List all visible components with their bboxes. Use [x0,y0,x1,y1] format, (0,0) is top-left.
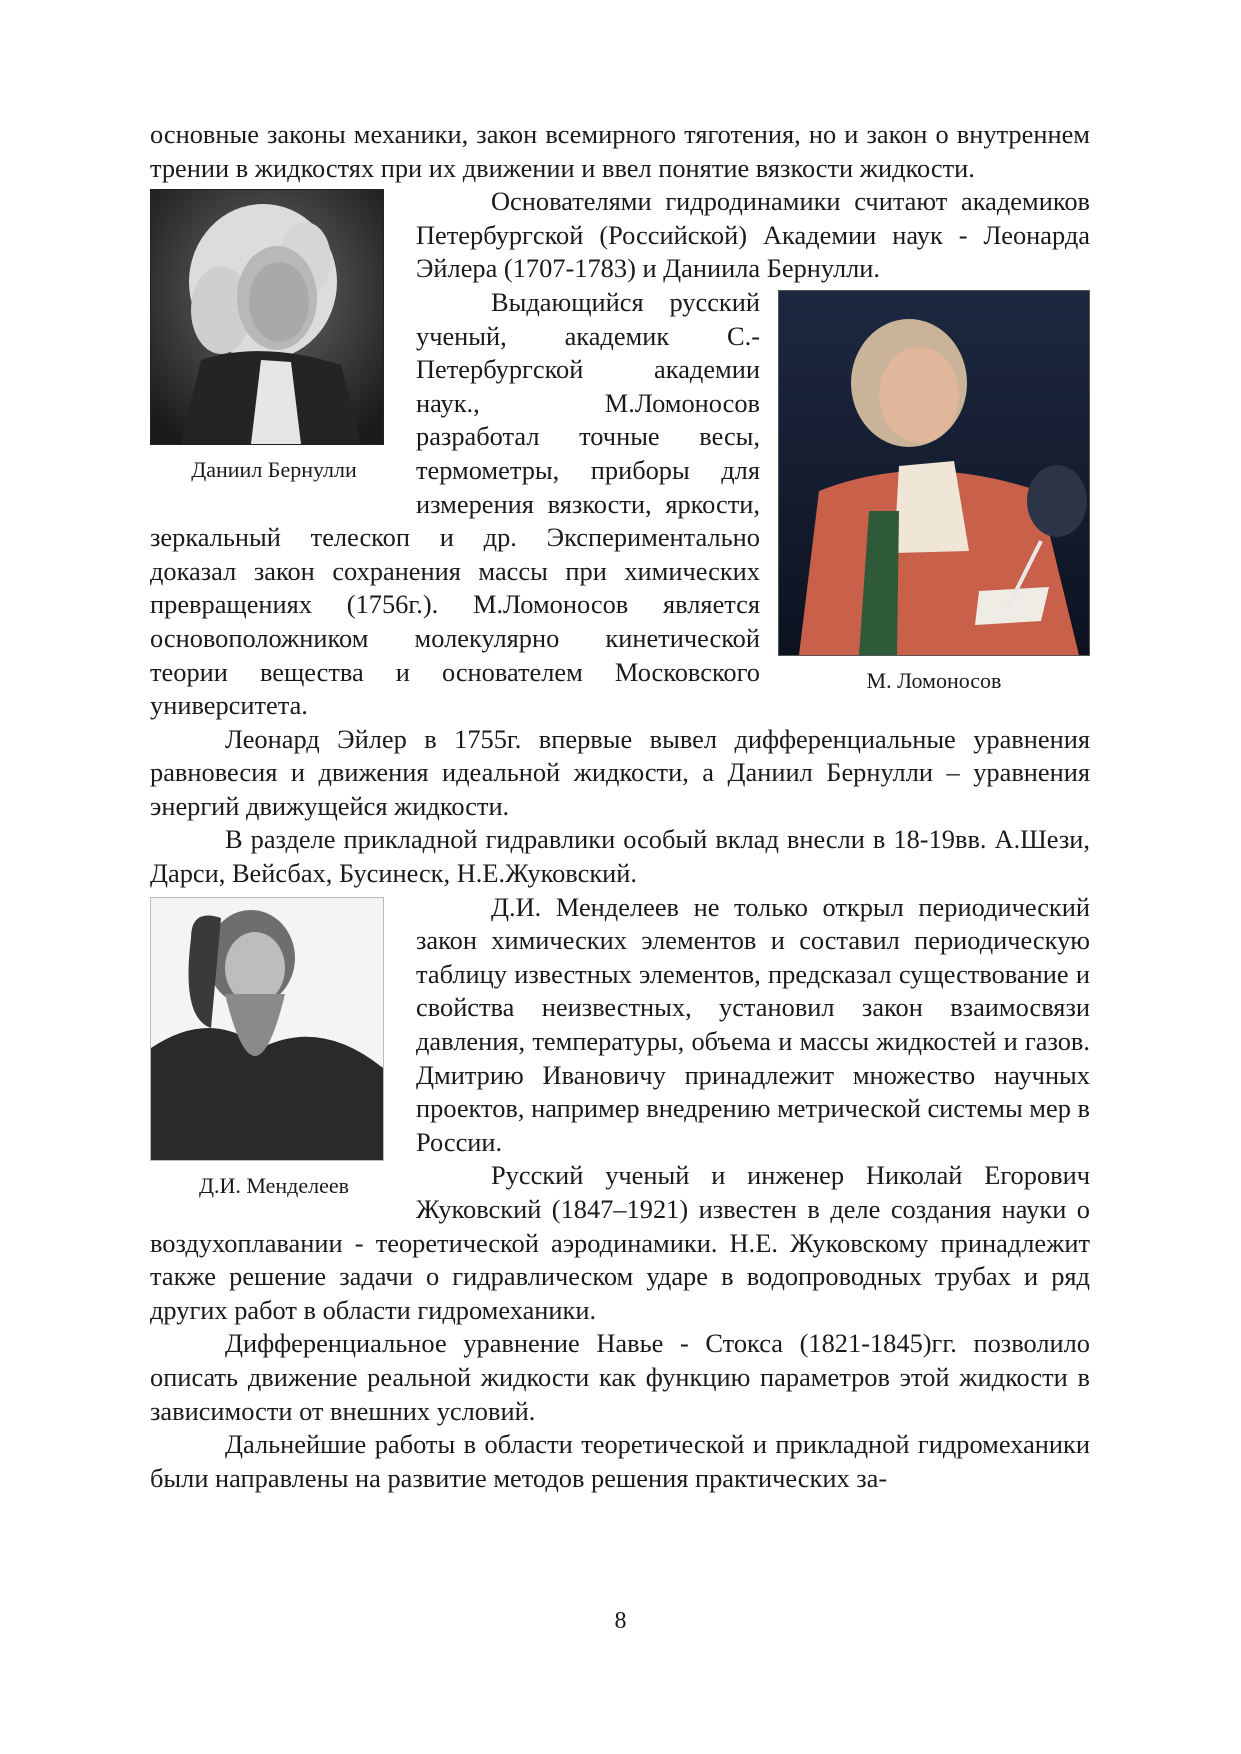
lomonosov-portrait [778,290,1090,656]
paragraph-mendeleev: Д.И. Менделеев не только открыл периодический закон химических элементов и составил периодическую таблицу известных элементов, предсказал существование и свойства неизвестных, установил закон взаимосвязи давления, температуры, объема и массы жидкостей и газов. Дмитрию Ивановичу принадлежит множество научных проектов, например внедрению метрической системы мер в России. [416,891,1090,1157]
paragraph-further-work: Дальнейшие работы в области теоретической и прикладной гидромеханики были направлены на развитие методов решения практических за- [150,1429,1090,1493]
paragraph-zhukovsky: Русский ученый и инженер Николай Егорович Жуковский (1847–1921) известен в деле создания науки о воздухоплавании - теоретической аэродинамики. Н.Е. Жуковскому принадлежит также решение задачи о гидравлическом ударе в водопроводных трубах и ряд других работ в области гидромеханики. [150,1160,1090,1325]
paragraph-newton-laws: основные законы механики, закон всемирного тяготения, но и закон о внутреннем трении в жидкостях при их движении и ввел понятие вязкости жидкости. [150,119,1090,183]
document-page [150,118,1090,1495]
paragraph-euler: Леонард Эйлер в 1755г. впервые вывел дифференциальные уравнения равновесия и движения идеальной жидкости, а Даниил Бернулли – уравнения энергий движущейся жидкости. [150,723,1090,821]
bernoulli-caption: Даниил Бернулли [191,457,357,483]
page-number: 8 [614,1608,627,1634]
paragraph-navier-stokes: Дифференциальное уравнение Навье - Стокса (1821-1845)гг. позволило описать движение реальной жидкости как функцию параметров этой жидкости в зависимости от внешних условий. [150,1328,1090,1426]
paragraph-lomonosov: Выдающийся русский ученый, академик С.-Петербургской академии наук., М.Ломоносов разработал точные весы, термометры, приборы для измерения вязкости, яркости, зеркальный телескоп и др. Экспериментально доказал закон сохранения массы при химических превращениях (1756г.). М.Ломоносов является основоположником молекулярно кинетической теории вещества и основателем Московского университета. [150,286,760,721]
mendeleev-caption: Д.И. Менделеев [198,1172,350,1198]
figure-lomonosov [778,290,1090,694]
paragraph-applied-hydraulics: В разделе прикладной гидравлики особый вклад внесли в 18-19вв. А.Шези, Дарси, Вейсбах, Бусинеск, Н.Е.Жуковский. [150,824,1090,889]
paragraph-founders: Основателями гидродинамики считают академиков Петербургской (Российской) Академии наук - Леонарда Эйлера (1707-1783) и Даниила Бернулли. [416,186,1090,284]
figure-bernoulli [150,189,398,483]
figure-mendeleev [150,897,398,1199]
lomonosov-caption: М. Ломоносов [866,667,1002,693]
bernoulli-portrait [150,189,384,445]
mendeleev-portrait [150,897,384,1161]
